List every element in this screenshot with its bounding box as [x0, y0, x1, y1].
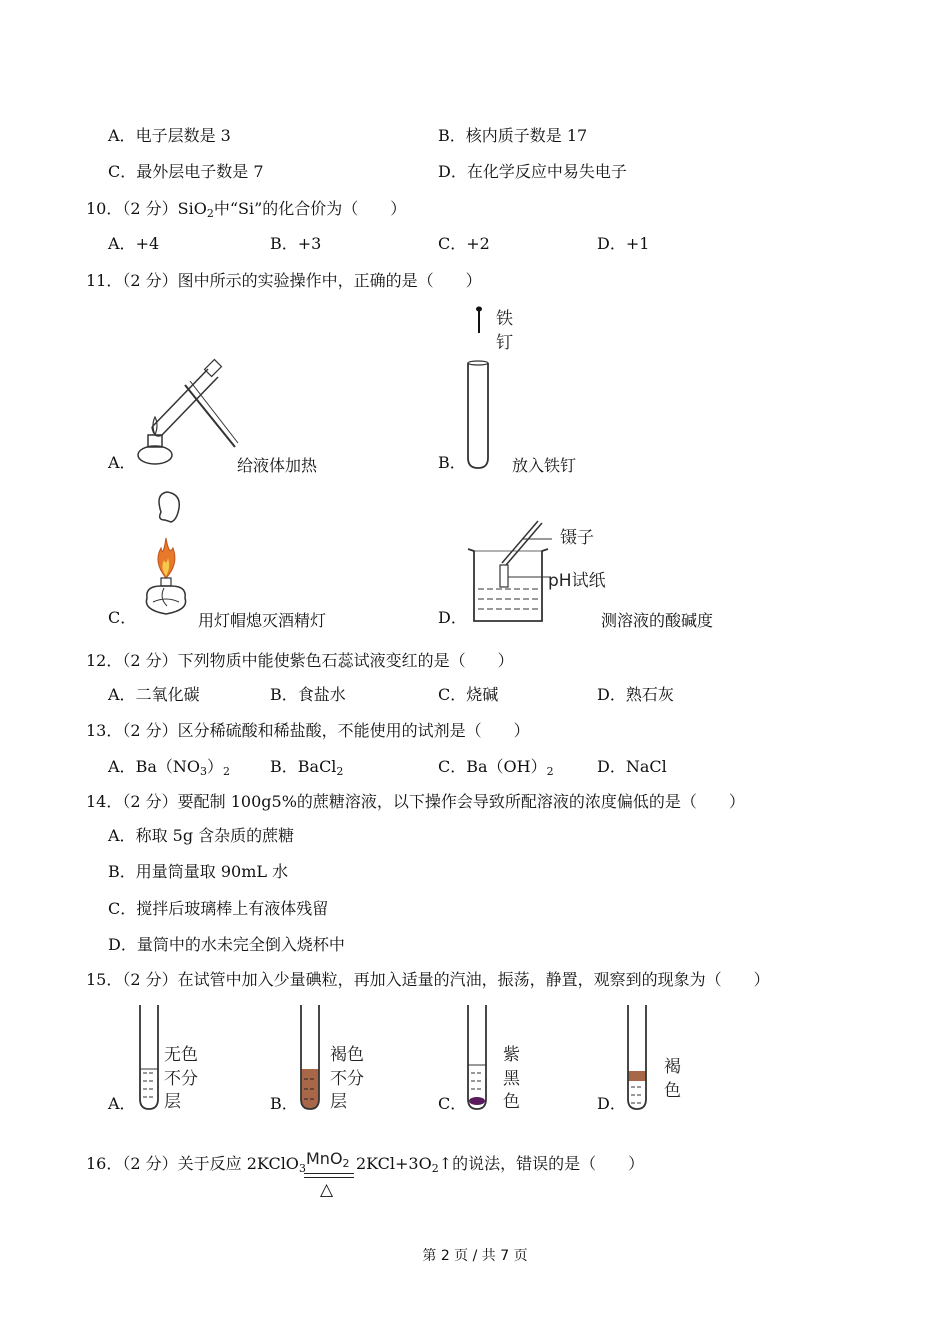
q12-option-b: B．食盐水	[270, 685, 346, 704]
tube-d-label-1: 褐	[664, 1057, 681, 1077]
reaction-arrow-line	[304, 1173, 354, 1174]
q15-option-b-letter: B．	[270, 1094, 298, 1113]
q9-option-b: B．核内质子数是 17	[438, 126, 588, 145]
q10-option-a: A．+4	[108, 234, 160, 253]
q11-option-d-caption: 测溶液的酸碱度	[601, 611, 714, 630]
q14-stem: 14．（2 分）要配制 100g5%的蔗糖溶液，以下操作会导致所配溶液的浓度偏低的是（ ）	[86, 792, 745, 811]
q10-option-d: D．+1	[597, 234, 650, 253]
ph-paper-label: pH试纸	[548, 571, 606, 591]
tube-b-label-1: 褐色	[330, 1045, 364, 1065]
heating-liquid-figure	[130, 355, 240, 473]
q15-option-d-letter: D．	[597, 1094, 626, 1113]
beaker-ph-figure	[462, 515, 552, 627]
q10-option-b: B．+3	[270, 234, 322, 253]
q11-option-c-letter: C．	[108, 608, 137, 627]
tube-b-label-3: 层	[330, 1092, 347, 1112]
page-footer: 第 2 页 / 共 7 页	[422, 1248, 528, 1264]
q12-stem: 12．（2 分）下列物质中能使紫色石蕊试液变红的是（ ）	[86, 651, 514, 670]
tube-d-label-2: 色	[664, 1081, 681, 1101]
q16-stem: 16．（2 分）关于反应 2KClO$_3$ $2KCl+3O_2↑$的说法，错误的是（ ）	[86, 1154, 645, 1175]
reaction-arrow-line-2	[304, 1177, 354, 1178]
q11-option-c-caption: 用灯帽熄灭酒精灯	[198, 611, 327, 630]
tube-a-label-3: 层	[164, 1092, 181, 1112]
q11-option-a-letter: A．	[108, 453, 136, 472]
heat-symbol: △	[320, 1180, 334, 1200]
q13-option-b: B．BaCl$_2$	[270, 757, 344, 778]
q11-option-b-caption: 放入铁钉	[512, 456, 577, 475]
q15-option-c-letter: C．	[438, 1094, 467, 1113]
catalyst-label: MnO$_2$	[306, 1149, 350, 1170]
q12-option-d: D．熟石灰	[597, 685, 674, 704]
q12-option-a: A．二氧化碳	[108, 685, 200, 704]
tweezers-label: 镊子	[560, 528, 594, 548]
iron-label-2: 钉	[496, 333, 513, 353]
q14-option-b: B．用量筒量取 90mL 水	[108, 862, 289, 881]
tube-c-label-1: 紫	[503, 1045, 520, 1065]
q14-option-c: C．搅拌后玻璃棒上有液体残留	[108, 899, 329, 918]
q9-option-c: C．最外层电子数是 7	[108, 162, 264, 181]
q15-option-a-letter: A．	[108, 1094, 136, 1113]
q10-option-c: C．+2	[438, 234, 490, 253]
q13-option-d: D．NaCl	[597, 757, 667, 776]
tube-b-figure	[297, 1003, 323, 1111]
q10-stem: 10．（2 分）SiO$_2$中“Si”的化合价为（ ）	[86, 199, 407, 220]
alcohol-lamp-cap-figure	[135, 490, 197, 625]
tube-d-figure	[624, 1003, 650, 1111]
q15-stem: 15．（2 分）在试管中加入少量碘粒，再加入适量的汽油，振荡，静置，观察到的现象为（ ）	[86, 970, 770, 989]
tube-c-figure	[464, 1003, 490, 1111]
q11-stem: 11．（2 分）图中所示的实验操作中，正确的是（ ）	[86, 271, 482, 290]
iron-label-1: 铁	[496, 309, 513, 329]
tube-b-label-2: 不分	[330, 1069, 364, 1089]
tube-c-label-3: 色	[503, 1092, 520, 1112]
q13-option-a: A．$Ba(NO_3)_2$	[108, 757, 230, 778]
q9-option-a: A．电子层数是 3	[108, 126, 231, 145]
q11-option-b-letter: B．	[438, 453, 466, 472]
q11-option-a-caption: 给液体加热	[237, 456, 318, 475]
tube-a-label-1: 无色	[164, 1045, 198, 1065]
q13-option-c: C．$Ba(OH)_2$	[438, 757, 554, 778]
tube-c-label-2: 黑	[503, 1069, 520, 1089]
q12-option-c: C．烧碱	[438, 685, 499, 704]
tube-a-label-2: 不分	[164, 1069, 198, 1089]
q11-option-d-letter: D．	[438, 608, 467, 627]
tube-a-figure	[136, 1003, 162, 1111]
q9-option-d: D．在化学反应中易失电子	[438, 162, 627, 181]
q14-option-d: D．量筒中的水未完全倒入烧杯中	[108, 935, 345, 954]
q14-option-a: A．称取 5g 含杂质的蔗糖	[108, 826, 295, 845]
q13-stem: 13．（2 分）区分稀硫酸和稀盐酸，不能使用的试剂是（ ）	[86, 721, 530, 740]
